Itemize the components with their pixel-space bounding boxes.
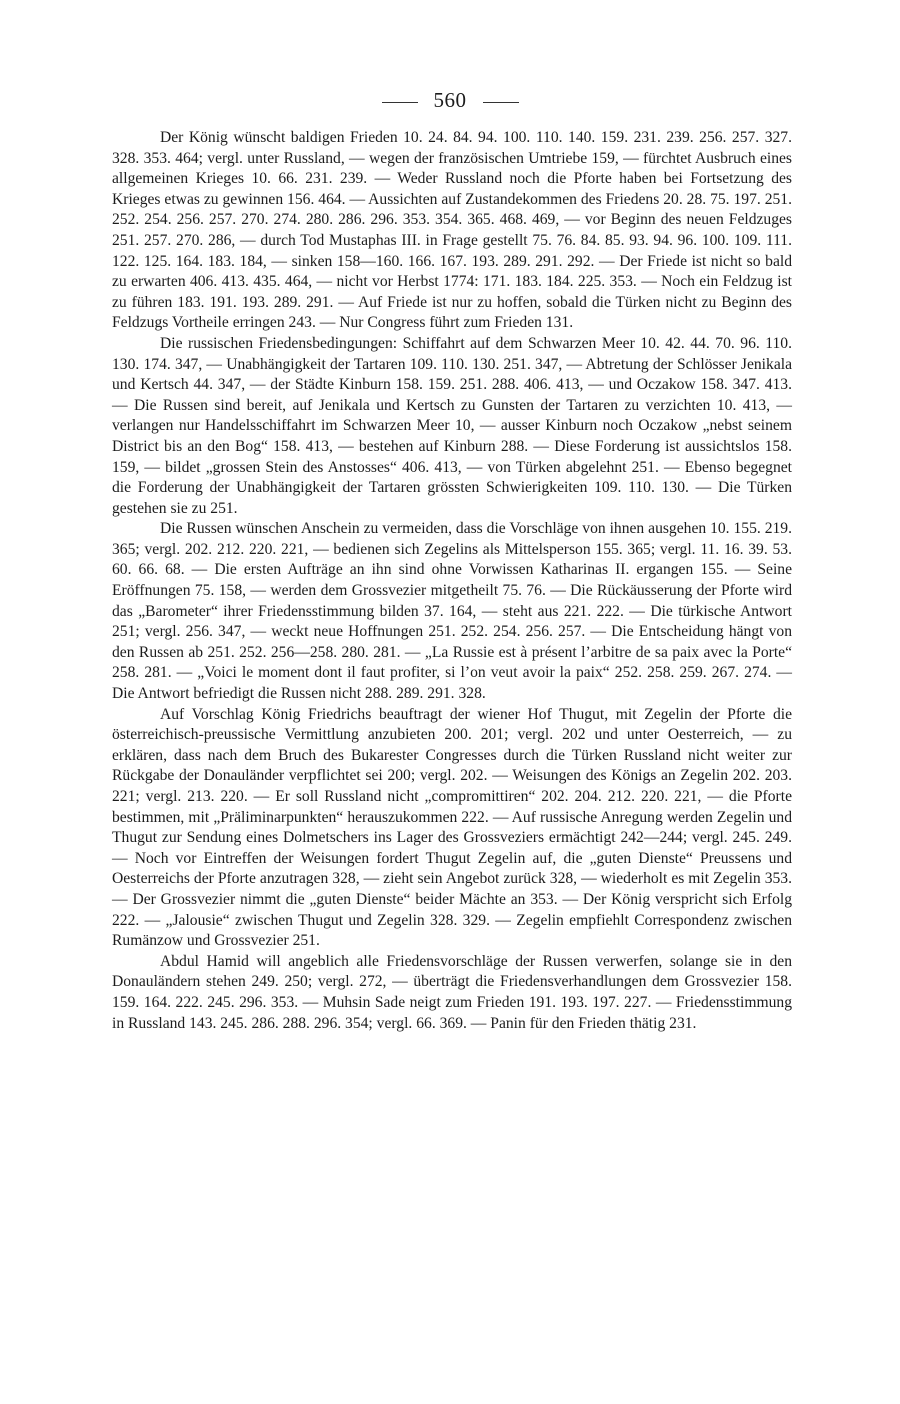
page-header [0, 88, 900, 113]
paragraph-peace-wish: Der König wünscht baldigen Frieden 10. 24. 84. 94. 100. 110. 140. 159. 231. 239. 256. 257. 327. 328. 353. 464; vergl. unter Russland, — wegen der französischen Umtriebe 159, — fürchtet Ausbruch eines allgemeinen Krieges 10. 66. 231. 239. — Weder Russland noch die Pforte haben bei Fortsetzung des Krieges etwas zu gewinnen 156. 464. — Aussichten auf Zustandekommen des Friedens 20. 28. 75. 197. 251. 252. 254. 256. 257. 270. 274. 280. 286. 296. 353. 354. 365. 468. 469, — vor Beginn des neuen Feldzuges 251. 257. 270. 286, — durch Tod Mustaphas III. in Frage gestellt 75. 76. 84. 85. 93. 94. 96. 100. 109. 111. 122. 125. 164. 183. 184, — sinken 158—160. 166. 167. 193. 289. 291. 292. — Der Friede ist nicht so bald zu erwarten 406. 413. 435. 464, — nicht vor Herbst 1774: 171. 183. 184. 225. 353. — Noch ein Feldzug ist zu führen 183. 191. 193. 289. 291. — Auf Friede ist nur zu hoffen, sobald die Türken nicht zu Beginn des Feldzugs Vortheile erringen 243. — Nur Congress führt zum Frieden 131. [112, 129, 792, 332]
paragraph-russian-proposals: Die Russen wünschen Anschein zu vermeiden, dass die Vorschläge von ihnen ausgehen 10. 155. 219. 365; vergl. 202. 212. 220. 221, — bedienen sich Zegelins als Mittelsperson 155. 365; vergl. 11. 16. 39. 53. 60. 66. 68. — Die ersten Aufträge an ihn sind ohne Vorwissen Katharinas II. ergangen 155. — Seine Eröffnungen 75. 158, — werden dem Grossvezier mitgetheilt 75. 76. — Die Rückäusserung der Pforte wird das „Barometer“ ihrer Friedensstimmung bilden 37. 164, — steht aus 221. 222. — Die türkische Antwort 251; vergl. 256. 347, — weckt neue Hoffnungen 251. 252. 254. 256. 257. — Die Entscheidung hängt von den Russen ab 251. 252. 256—258. 280. 281. — „La Russie est à présent l’arbitre de sa paix avec la Porte“ 258. 281. — „Voici le moment dont il faut profiter, si l’on veut avoir la paix“ 252. 258. 259. 267. 274. — Die Antwort befriedigt die Russen nicht 288. 289. 291. 328. [112, 520, 792, 703]
paragraph-mediation: Auf Vorschlag König Friedrichs beauftragt der wiener Hof Thugut, mit Zegelin der Pforte die österreichisch-preussische Vermittlung anzubieten 200. 201; vergl. 202 und unter Oesterreich, — zu erklären, dass nach dem Bruch des Bukarester Congresses durch die Türken Russland nicht weiter zur Rückgabe der Donauländer verpflichtet sei 200; vergl. 202. — Weisungen des Königs an Zegelin 202. 203. 221; vergl. 213. 220. — Er soll Russland nicht „compromittiren“ 202. 204. 212. 220. 221, — die Pforte bestimmen, mit „Präliminarpunkten“ herauszukommen 222. — Auf russische Anregung werden Zegelin und Thugut zur Sendung eines Dolmetschers ins Lager des Grossveziers ermächtigt 242—244; vergl. 245. 249. — Noch vor Eintreffen der Weisungen fordert Thugut Zegelin auf, die „guten Dienste“ Preussens und Oesterreichs der Pforte anzutragen 328, — zieht sein Angebot zurück 328, — wiederholt es mit Zegelin 353. — Der Grossvezier nimmt die „guten Dienste“ beider Mächte an 353. — Der König verspricht sich Erfolg 222. — „Jalousie“ zwischen Thugut und Zegelin 328. 329. — Zegelin empfiehlt Correspondenz zwischen Rumänzow und Grossvezier 251. [112, 705, 792, 950]
paragraph-abdul-hamid: Abdul Hamid will angeblich alle Friedensvorschläge der Russen verwerfen, solange sie in den Donauländern stehen 249. 250; vergl. 272, — überträgt die Friedensverhandlungen dem Grossvezier 158. 159. 164. 222. 245. 296. 353. — Muhsin Sade neigt zum Frieden 191. 193. 197. 227. — Friedensstimmung in Russland 143. 245. 286. 288. 296. 354; vergl. 66. 369. — Panin für den Frieden thätig 231. [112, 952, 792, 1032]
paragraph-russian-conditions: Die russischen Friedensbedingungen: Schiffahrt auf dem Schwarzen Meer 10. 42. 44. 70. 96. 110. 130. 174. 347, — Unabhängigkeit der Tartaren 109. 110. 130. 251. 347, — Abtretung der Schlösser Jenikala und Kertsch 44. 347, — der Städte Kinburn 158. 159. 251. 288. 406. 413, — und Oczakow 158. 347. 413. — Die Russen sind bereit, auf Jenikala und Kertsch zu Gunsten der Tartaren zu verzichten 10. 413, — verlangen nur Handelsschiffahrt im Schwarzen Meer 10, — ausser Kinburn noch Oczakow „nebst seinem District bis an den Bog“ 158. 413, — bestehen auf Kinburn 288. — Diese Forderung ist aussichtslos 158. 159, — bildet „grossen Stein des Anstosses“ 406. 413, — von Türken abgelehnt 251. — Ebenso begegnet die Forderung der Unabhängigkeit der Tartaren grössten Schwierigkeiten 109. 110. 130. — Die Türken gestehen sie zu 251. [112, 334, 792, 517]
header-rule-left [382, 102, 418, 103]
text-body [112, 128, 792, 1034]
page-number: 560 [433, 88, 467, 112]
header-rule-right [483, 102, 519, 103]
